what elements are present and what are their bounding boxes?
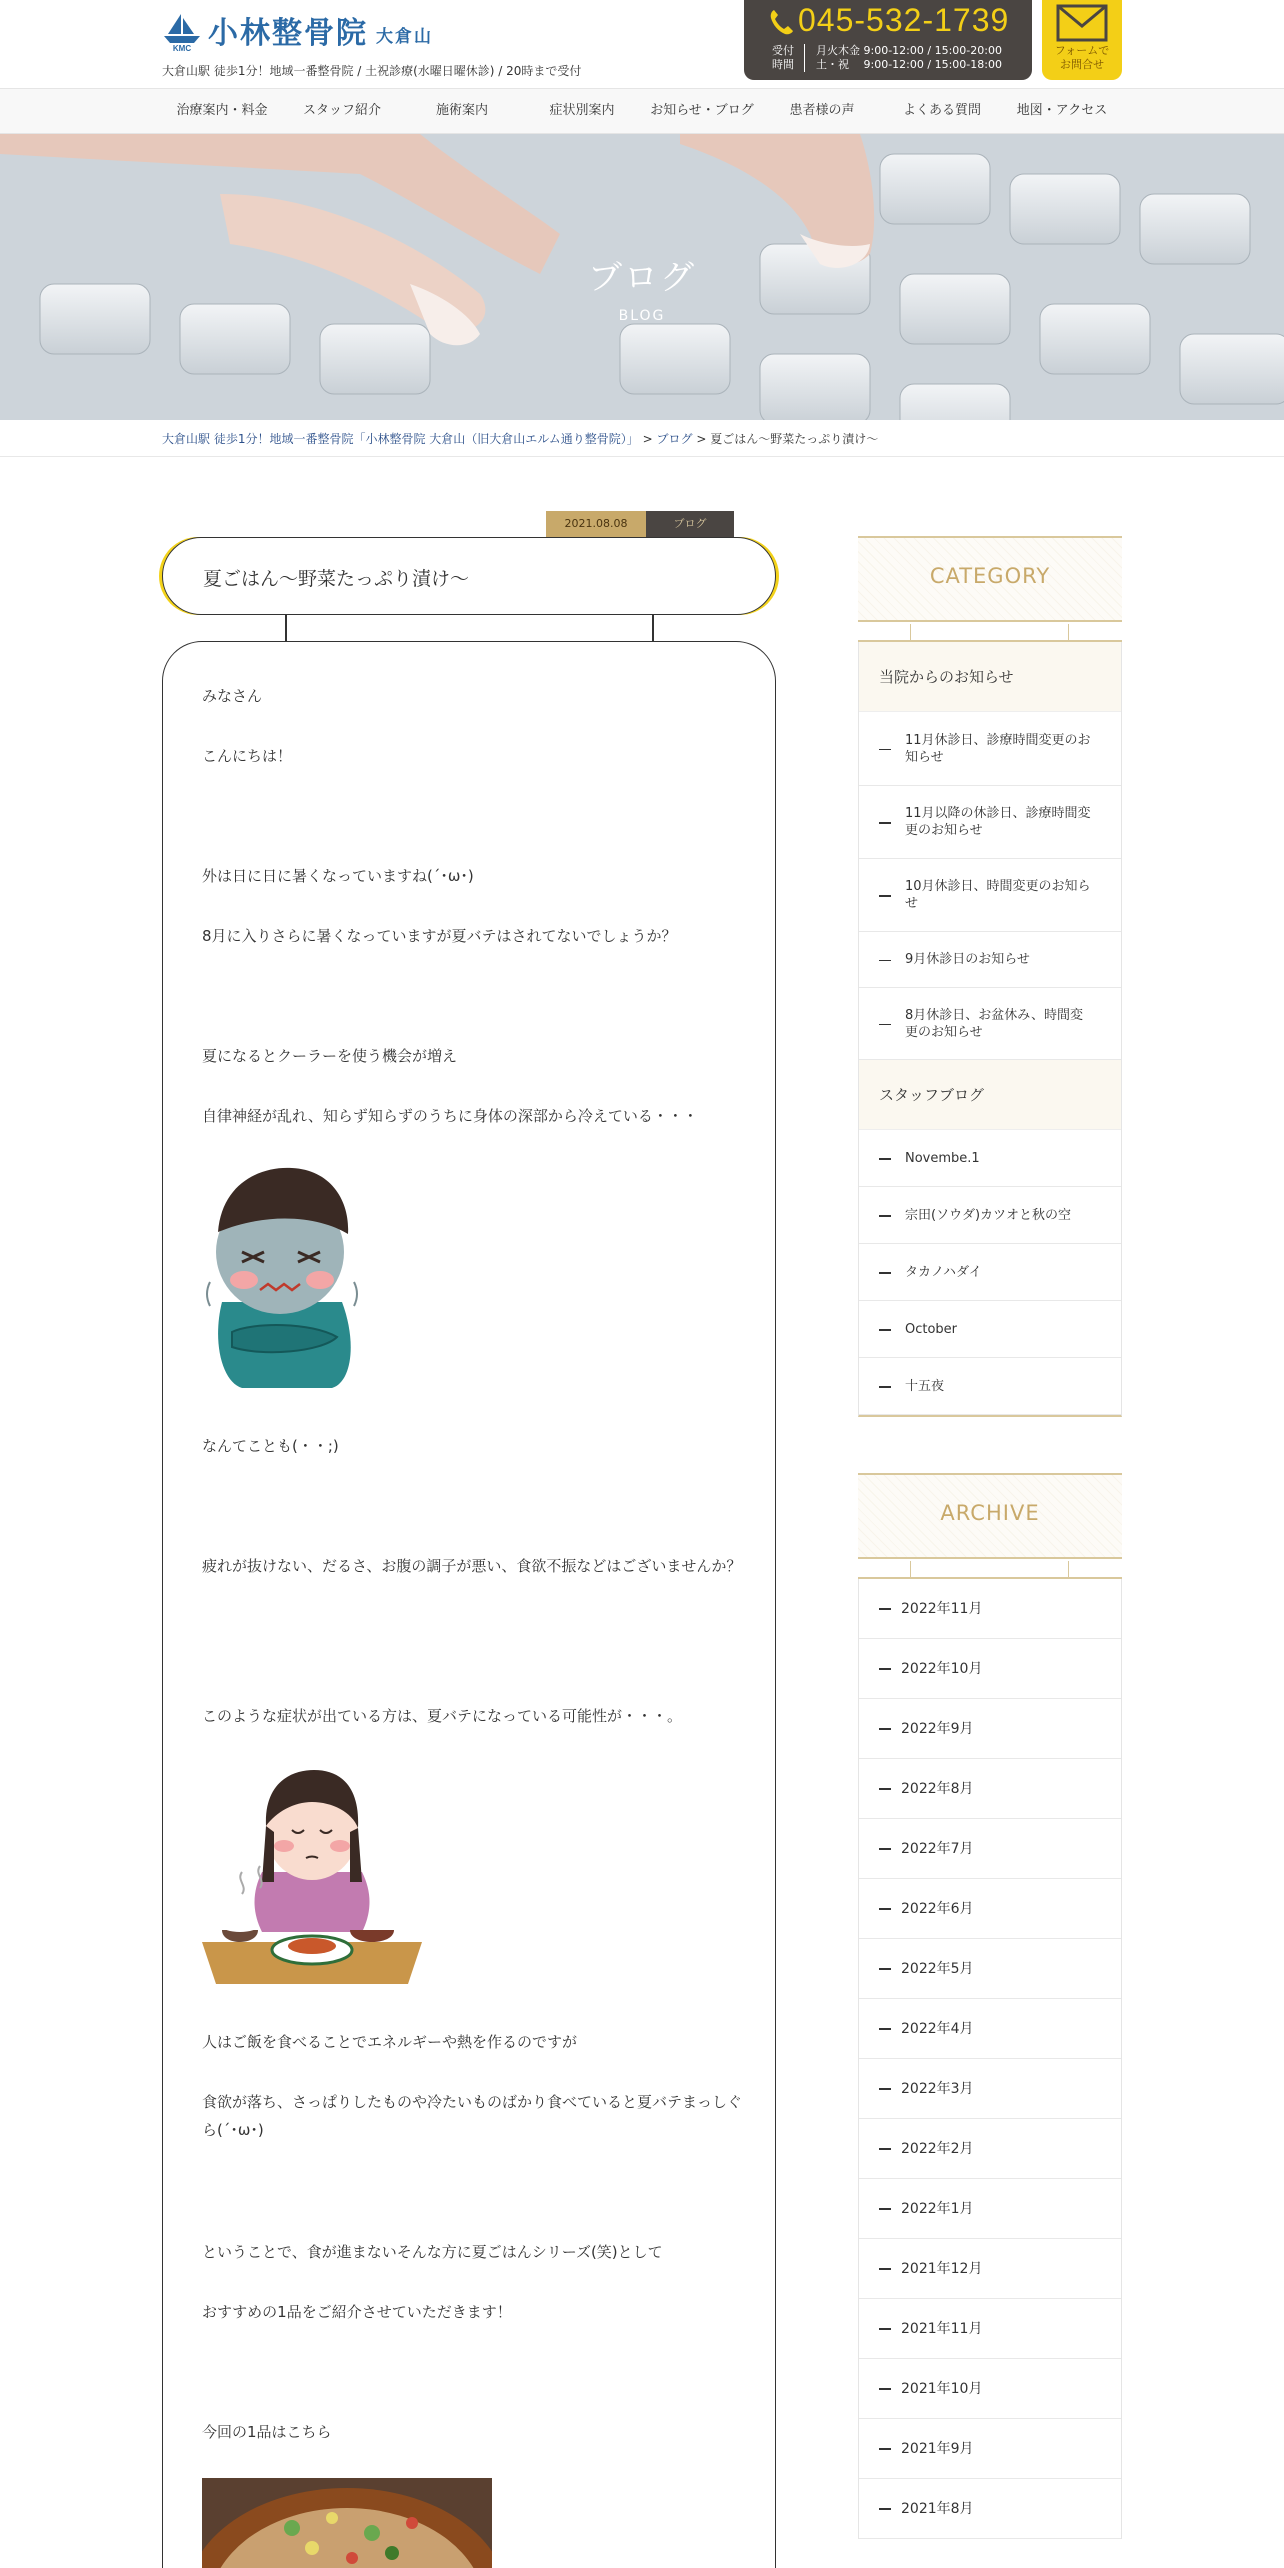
post-paragraph: おすすめの1品をご紹介させていただきます！ bbox=[202, 2303, 512, 2321]
category-post-link[interactable]: 十五夜 bbox=[859, 1358, 1121, 1415]
archive-link[interactable]: 2022年11月 bbox=[859, 1579, 1121, 1639]
post-paragraph: 食欲が落ち、さっぱりしたものや冷たいものばかり食べていると夏バテまっしぐら(´･ω･) bbox=[202, 2093, 743, 2139]
phone-icon bbox=[768, 8, 794, 36]
post-paragraph: なんてことも(・・;) bbox=[202, 1437, 339, 1455]
breadcrumb-divider bbox=[0, 456, 1284, 457]
main-nav bbox=[0, 88, 1284, 134]
contact-form-label: フォームで お問合せ bbox=[1054, 44, 1110, 71]
phone-hours: 月火木金 9:00-12:00 / 15:00-20:00 土・祝 9:00-12:00 / 15:00-18:00 bbox=[816, 44, 1002, 71]
archive-list bbox=[858, 1579, 1122, 2539]
category-news[interactable]: 当院からのお知らせ bbox=[859, 642, 1121, 712]
post-date: 2021.08.08 bbox=[546, 511, 646, 537]
logo-name: 小林整骨院 bbox=[208, 16, 368, 51]
post-title: 夏ごはん～野菜たっぷり漬け～ bbox=[203, 568, 470, 590]
ship-logo-icon bbox=[162, 12, 202, 52]
category-post-link[interactable]: 宗田(ソウダ)カツオと秋の空 bbox=[859, 1187, 1121, 1244]
category-post-link[interactable]: 11月以降の休診日、診療時間変更のお知らせ bbox=[859, 786, 1121, 859]
archive-link[interactable]: 2021年8月 bbox=[859, 2479, 1121, 2539]
category-post-link[interactable]: Novembe.1 bbox=[859, 1130, 1121, 1187]
hero-subtitle: BLOG bbox=[618, 308, 666, 324]
post-paragraph: 自律神経が乱れ、知らず知らずのうちに身体の深部から冷えている・・・ bbox=[202, 1107, 698, 1125]
post-paragraph: このような症状が出ている方は、夏バテになっている可能性が・・・。 bbox=[202, 1707, 683, 1725]
cold-person-illustration bbox=[202, 1162, 362, 1388]
nav-staff[interactable]: スタッフ紹介 bbox=[302, 103, 382, 118]
archive-heading bbox=[858, 1473, 1122, 1559]
hero-title: ブログ bbox=[588, 258, 696, 298]
archive-link[interactable]: 2022年7月 bbox=[859, 1819, 1121, 1879]
site-header bbox=[0, 0, 1284, 88]
phone-divider bbox=[804, 44, 805, 72]
title-connector bbox=[285, 615, 287, 641]
nav-faq[interactable]: よくある質問 bbox=[902, 103, 982, 118]
category-list bbox=[858, 642, 1122, 1417]
category-post-link[interactable]: October bbox=[859, 1301, 1121, 1358]
archive-link[interactable]: 2022年5月 bbox=[859, 1939, 1121, 1999]
nav-treatment-price[interactable]: 治療案内・料金 bbox=[176, 103, 268, 118]
site-logo[interactable] bbox=[162, 12, 433, 52]
post-paragraph: ということで、食が進まないそんな方に夏ごはんシリーズ(笑)として bbox=[202, 2243, 663, 2261]
post-paragraph: 人はご飯を食べることでエネルギーや熱を作るのですが bbox=[202, 2033, 578, 2051]
category-post-link[interactable]: タカノハダイ bbox=[859, 1244, 1121, 1301]
archive-link[interactable]: 2022年4月 bbox=[859, 1999, 1121, 2059]
contact-form-button[interactable] bbox=[1042, 0, 1122, 80]
archive-link[interactable]: 2022年9月 bbox=[859, 1699, 1121, 1759]
archive-link[interactable]: 2021年10月 bbox=[859, 2359, 1121, 2419]
hero-banner bbox=[0, 134, 1284, 420]
post-paragraph: 8月に入りさらに暑くなっていますが夏バテはされてないでしょうか？ bbox=[202, 927, 677, 945]
archive-link[interactable]: 2022年1月 bbox=[859, 2179, 1121, 2239]
category-post-link[interactable]: 11月休診日、診療時間変更のお知らせ bbox=[859, 712, 1121, 786]
breadcrumb-separator: > bbox=[638, 432, 657, 446]
post-paragraph: 疲れが抜けない、だるさ、お腹の調子が悪い、食欲不振などはございませんか？ bbox=[202, 1557, 742, 1575]
breadcrumb-home[interactable]: 大倉山駅 徒歩1分！地域一番整骨院「小林整骨院 大倉山（旧大倉山エルム通り整骨院）」 bbox=[162, 432, 639, 446]
category-post-link[interactable]: 9月休診日のお知らせ bbox=[859, 932, 1121, 988]
category-heading bbox=[858, 536, 1122, 622]
vegetable-dish-photo bbox=[202, 2478, 492, 2568]
post-paragraph: 夏になるとクーラーを使う機会が増え bbox=[202, 1047, 458, 1065]
category-post-link[interactable]: 10月休診日、時間変更のお知らせ bbox=[859, 859, 1121, 932]
phone-number[interactable]: 045-532-1739 bbox=[798, 2, 1010, 38]
breadcrumb-current: 夏ごはん～野菜たっぷり漬け～ bbox=[710, 432, 879, 446]
archive-link[interactable]: 2021年9月 bbox=[859, 2419, 1121, 2479]
phone-hours-label: 受付 時間 bbox=[772, 44, 794, 71]
nav-treatment-guide[interactable]: 施術案内 bbox=[435, 103, 489, 118]
category-post-link[interactable]: 8月休診日、お盆休み、時間変更のお知らせ bbox=[859, 988, 1121, 1060]
nav-testimonials[interactable]: 患者様の声 bbox=[789, 103, 855, 118]
post-category-badge[interactable]: ブログ bbox=[646, 511, 734, 537]
post-paragraph: こんにちは！ bbox=[202, 747, 293, 765]
archive-link[interactable]: 2022年3月 bbox=[859, 2059, 1121, 2119]
mail-icon bbox=[1056, 4, 1108, 42]
post-title-box bbox=[162, 537, 776, 615]
archive-link[interactable]: 2021年11月 bbox=[859, 2299, 1121, 2359]
archive-link[interactable]: 2022年8月 bbox=[859, 1759, 1121, 1819]
archive-link[interactable]: 2022年6月 bbox=[859, 1879, 1121, 1939]
archive-link[interactable]: 2022年10月 bbox=[859, 1639, 1121, 1699]
archive-link[interactable]: 2022年2月 bbox=[859, 2119, 1121, 2179]
nav-symptoms[interactable]: 症状別案内 bbox=[549, 103, 615, 118]
nav-news-blog[interactable]: お知らせ・ブログ bbox=[650, 103, 754, 118]
phone-contact[interactable] bbox=[744, 0, 1032, 80]
header-tagline: 大倉山駅 徒歩1分！地域一番整骨院 / 土祝診療(水曜日曜休診) / 20時まで受付 bbox=[162, 64, 582, 78]
archive-title: ARCHIVE bbox=[940, 1501, 1040, 1525]
archive-link[interactable]: 2021年12月 bbox=[859, 2239, 1121, 2299]
category-title: CATEGORY bbox=[929, 564, 1051, 588]
breadcrumb bbox=[162, 430, 878, 447]
nav-access[interactable]: 地図・アクセス bbox=[1016, 103, 1108, 118]
post-paragraph: みなさん bbox=[202, 687, 263, 705]
breadcrumb-separator: > bbox=[692, 432, 711, 446]
logo-subname: 大倉山 bbox=[376, 27, 433, 47]
post-paragraph: 外は日に日に暑くなっていますね(´･ω･) bbox=[202, 867, 474, 885]
post-paragraph: 今回の1品はこちら bbox=[202, 2423, 332, 2441]
logo-mark-text: KMC bbox=[172, 44, 192, 52]
title-connector bbox=[652, 615, 654, 641]
breadcrumb-blog[interactable]: ブログ bbox=[656, 432, 693, 446]
category-staff-blog[interactable]: スタッフブログ bbox=[859, 1060, 1121, 1130]
no-appetite-illustration bbox=[202, 1762, 422, 1984]
